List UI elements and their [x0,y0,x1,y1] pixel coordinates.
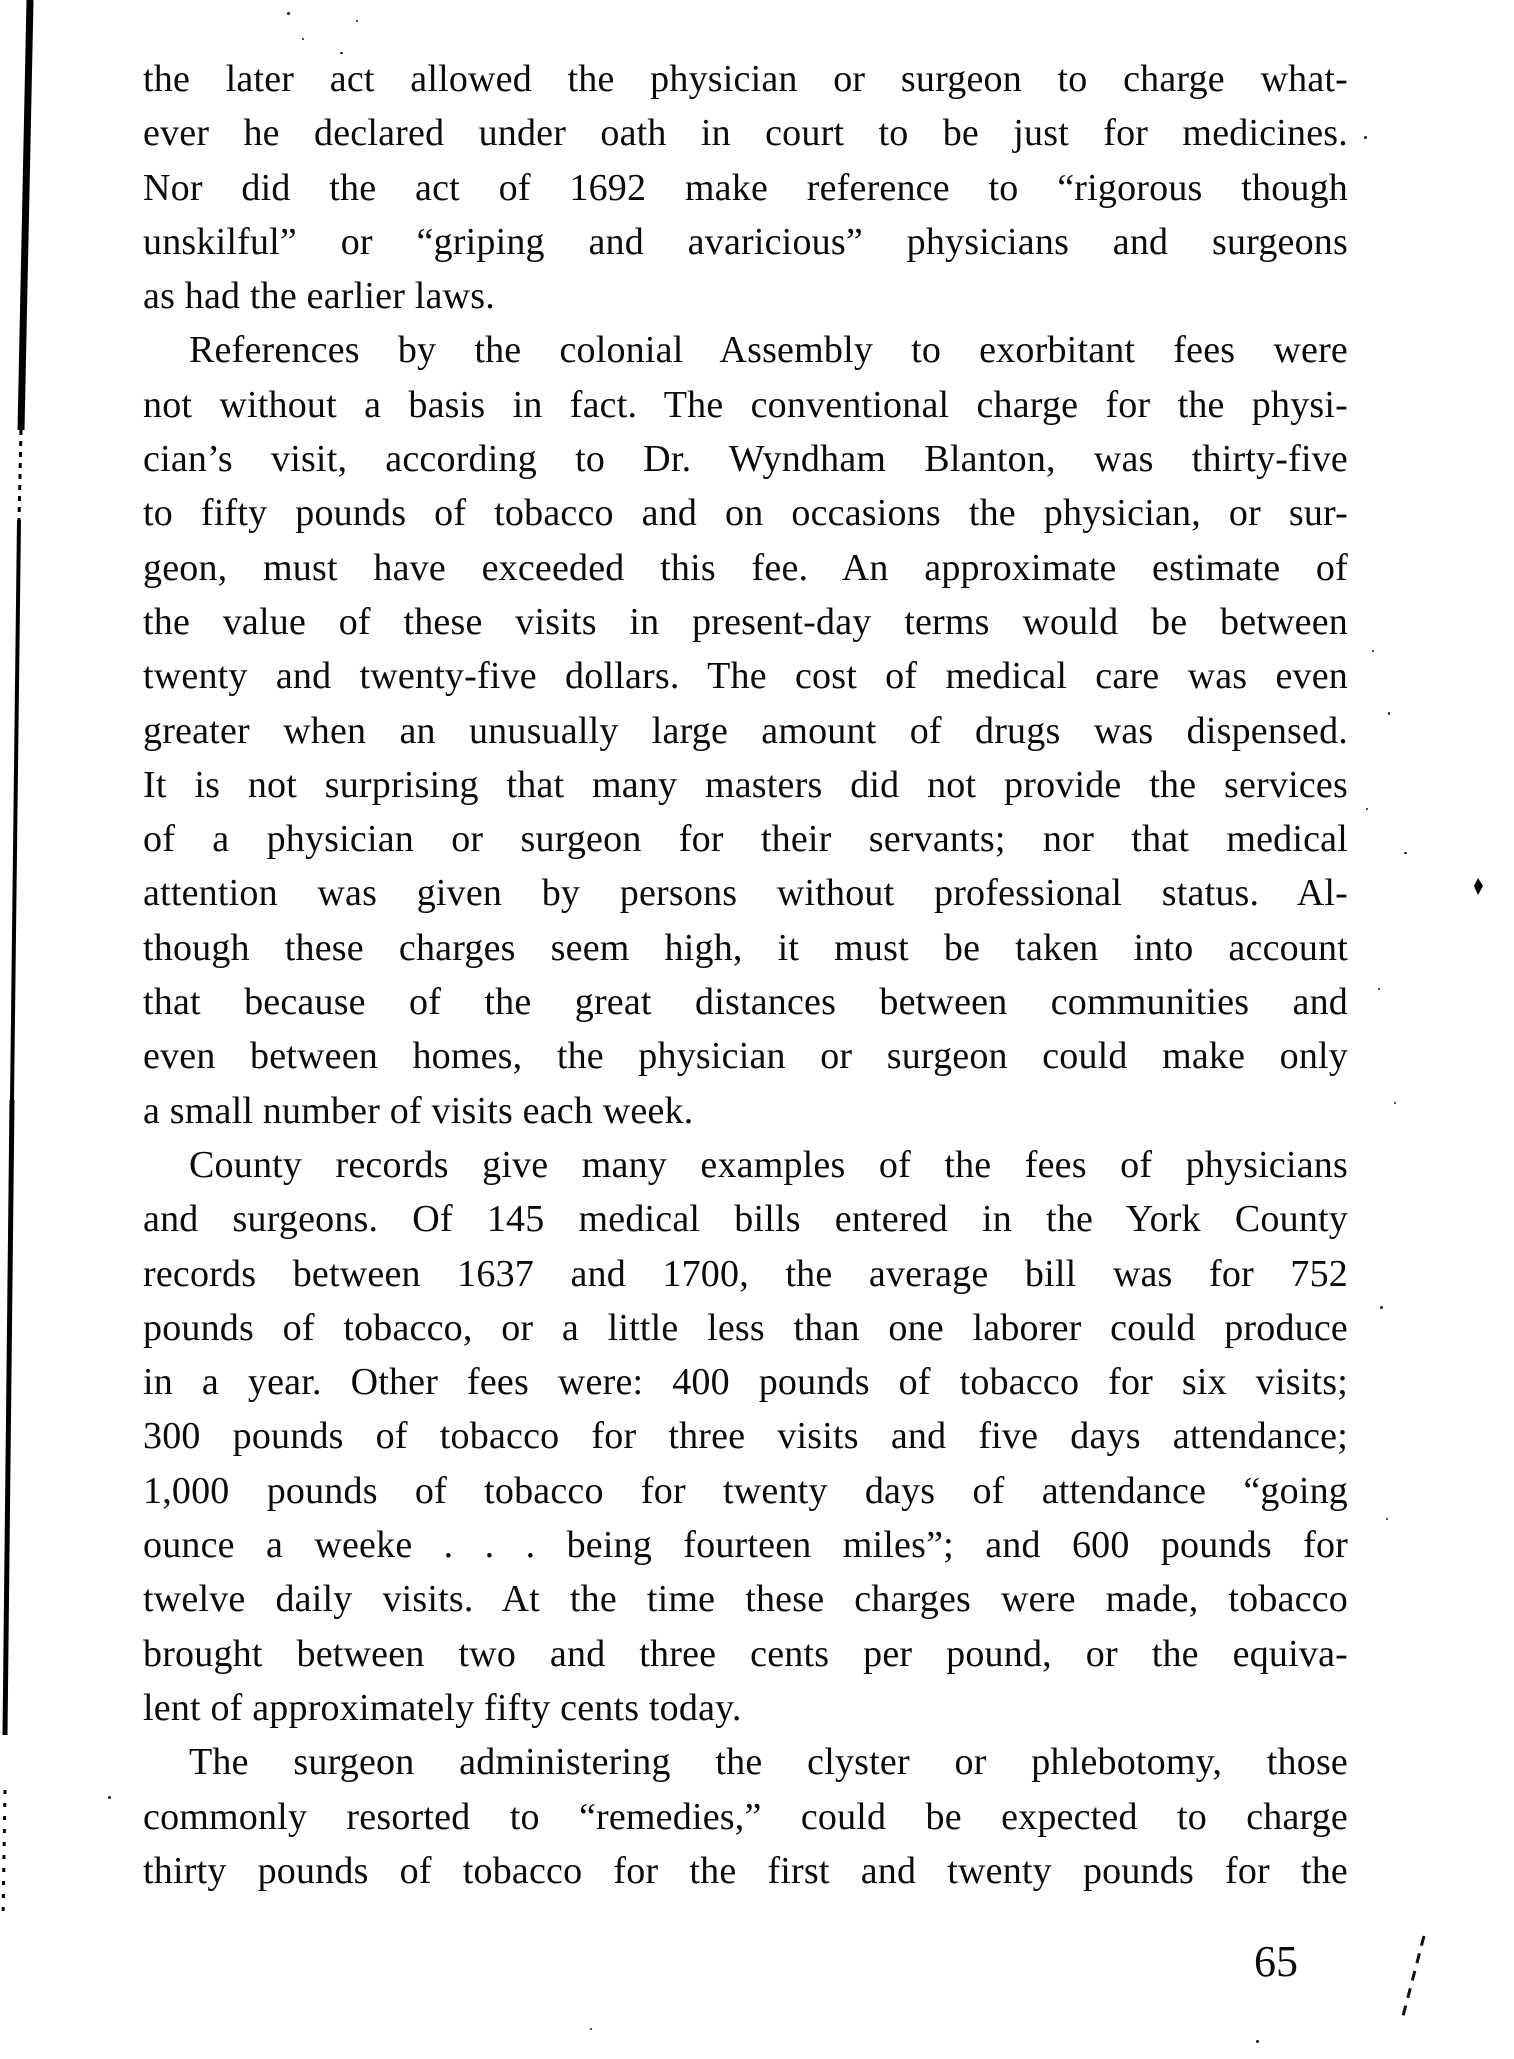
text-line: unskilful” or “griping and avaricious” physicians and surgeons [143,220,1348,263]
scan-speck [108,1796,111,1799]
text-line: geon, must have exceeded this fee. An approximate estimate of [143,546,1348,589]
scan-speck [302,38,304,40]
text-line: twenty and twenty-five dollars. The cost of medical care was even [143,655,1348,698]
scan-speck [356,20,358,22]
text-line: ever he declared under oath in court to be just for medicines. [143,112,1348,155]
text-line: attention was given by persons without professional status. Al- [143,872,1348,915]
text-line: the value of these visits in present-day terms would be between [143,600,1348,643]
text-line: and surgeons. Of 145 medical bills entered in the York County [143,1198,1348,1241]
page-number: 65 [1254,1937,1298,1986]
scan-slash-mark [1403,1936,1424,2016]
scan-speck [1366,808,1368,810]
text-line: as had the earlier laws. [143,275,495,318]
text-line: lent of approximately fifty cents today. [143,1686,742,1729]
scan-speck [340,52,343,54]
scan-speck [1386,1518,1388,1520]
text-line: even between homes, the physician or surgeon could make only [143,1035,1348,1078]
scan-speck [1388,712,1390,715]
scan-speck [1394,1102,1396,1104]
text-line: not without a basis in fact. The conventional charge for the physi- [143,383,1348,426]
text-line: Nor did the act of 1692 make reference to “rigorous though [143,166,1348,209]
text-line: a small number of visits each week. [143,1089,694,1132]
scan-speck [1378,988,1380,990]
scan-speck [1372,650,1374,652]
scan-speck [1380,1306,1383,1309]
scan-speck [287,12,290,15]
text-line: to fifty pounds of tobacco and on occasions the physician, or sur- [143,492,1348,535]
text-line: in a year. Other fees were: 400 pounds of tobacco for six visits; [143,1361,1348,1404]
text-line: greater when an unusually large amount of drugs was dispensed. [143,709,1348,752]
text-line: cian’s visit, according to Dr. Wyndham Blanton, was thirty-five [143,438,1348,481]
scan-speck [590,2028,592,2030]
scan-edge-line [3,0,30,1920]
text-line: 300 pounds of tobacco for three visits and five days attendance; [143,1415,1348,1458]
text-line: twelve daily visits. At the time these charges were made, tobacco [143,1578,1348,1621]
scan-speck [1256,2040,1259,2043]
text-line: of a physician or surgeon for their servants; nor that medical [143,818,1348,861]
text-line: thirty pounds of tobacco for the first and twenty pounds for the [143,1849,1348,1892]
scan-diamond-mark [1474,878,1483,895]
text-line: 1,000 pounds of tobacco for twenty days of attendance “going [143,1469,1348,1512]
text-block [143,52,1348,1898]
text-line: the later act allowed the physician or surgeon to charge what- [143,58,1348,100]
text-line: commonly resorted to “remedies,” could be expected to charge [143,1795,1348,1838]
text-line: The surgeon administering the clyster or phlebotomy, those [189,1741,1348,1784]
text-line: ounce a weeke . . . being fourteen miles”; and 600 pounds for [143,1524,1348,1567]
text-line: that because of the great distances between communities and [143,981,1348,1024]
text-line: brought between two and three cents per pound, or the equiva- [143,1632,1348,1675]
text-line: County records give many examples of the fees of physicians [189,1143,1348,1186]
text-line: records between 1637 and 1700, the average bill was for 752 [143,1252,1348,1295]
text-line: though these charges seem high, it must be taken into account [143,926,1348,969]
scan-speck [1404,852,1407,854]
text-line: pounds of tobacco, or a little less than one laborer could produce [143,1306,1348,1349]
scan-speck [1364,136,1367,139]
text-line: It is not surprising that many masters did not provide the services [143,763,1348,806]
text-line: References by the colonial Assembly to exorbitant fees were [189,329,1348,372]
